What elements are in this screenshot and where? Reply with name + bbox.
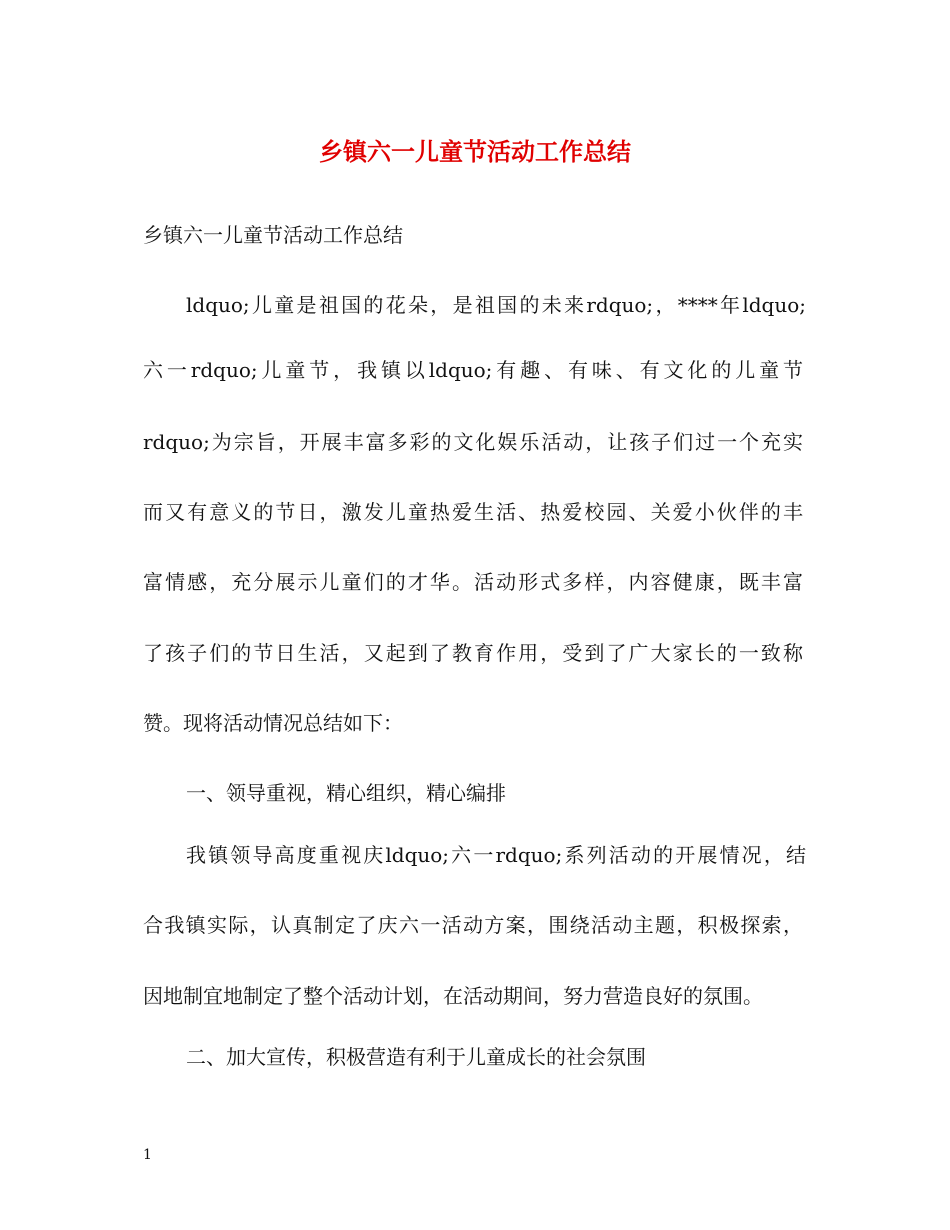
- text-line: 而又有意义的节日，激发儿童热爱生活、热爱校园、关爱小伙伴的丰: [143, 500, 803, 524]
- section-heading: 二、加大宣传，积极营造有利于儿童成长的社会氛围: [186, 1045, 646, 1069]
- text-line: 因地制宜地制定了整个活动计划，在活动期间，努力营造良好的氛围。: [143, 984, 763, 1008]
- text-line: 富情感，充分展示儿童们的才华。活动形式多样，内容健康，既丰富: [143, 570, 803, 594]
- section-heading: 一、领导重视，精心组织，精心编排: [186, 781, 506, 805]
- page-number: 1: [143, 1147, 152, 1163]
- text-line: 六一rdquo;儿童节，我镇以ldquo;有趣、有味、有文化的儿童节: [143, 358, 803, 382]
- text-line: 合我镇实际，认真制定了庆六一活动方案，围绕活动主题，积极探索，: [143, 913, 803, 937]
- text-line: rdquo;为宗旨，开展丰富多彩的文化娱乐活动，让孩子们过一个充实: [143, 430, 803, 454]
- text-line: 了孩子们的节日生活，又起到了教育作用，受到了广大家长的一致称: [143, 641, 803, 665]
- subtitle-line: 乡镇六一儿童节活动工作总结: [143, 223, 403, 247]
- document-title: 乡镇六一儿童节活动工作总结: [319, 137, 631, 166]
- text-line: 赞。现将活动情况总结如下：: [143, 711, 403, 735]
- text-line: ldquo;儿童是祖国的花朵，是祖国的未来rdquo;，****年ldquo;: [186, 293, 806, 317]
- text-line: 我镇领导高度重视庆ldquo;六一rdquo;系列活动的开展情况，结: [186, 843, 806, 867]
